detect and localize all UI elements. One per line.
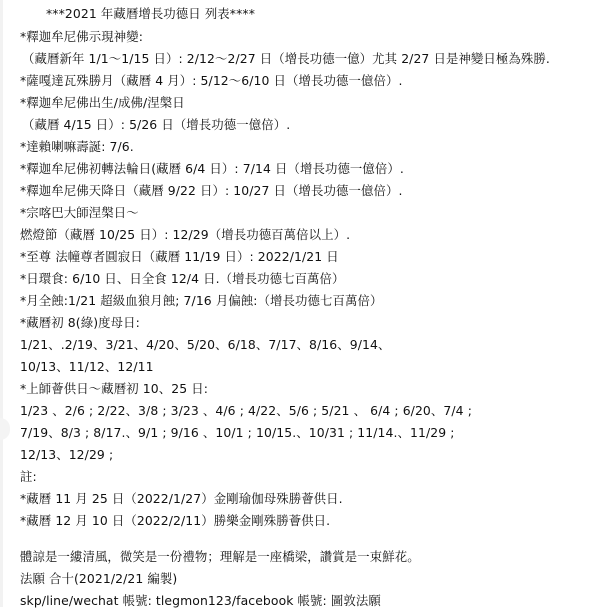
- scroll-handle[interactable]: [0, 418, 10, 440]
- text-line-7: *釋迦牟尼佛初轉法輪日(藏曆 6/4 日）: 7/14 日（增長功德一億倍）.: [20, 161, 404, 176]
- text-line-25: 體諒是一縷清風，微笑是一份禮物；理解是一座橋梁，讚賞是一束鮮花。: [20, 549, 420, 564]
- text-line-1: *釋迦牟尼佛示現神變:: [20, 29, 143, 44]
- text-line-22: *藏曆 11 月 25 日（2022/1/27）金剛瑜伽母殊勝薈供日.: [20, 491, 343, 506]
- text-line-15: 1/21、.2/19、3/21、4/20、5/20、6/18、7/17、8/16、9/14、: [20, 337, 391, 352]
- text-line-9: *宗喀巴大師涅槃日～: [20, 205, 139, 220]
- text-line-16: 10/13、11/12、12/11: [20, 359, 154, 374]
- text-line-13: *月全蝕:1/21 超級血狼月蝕; 7/16 月偏蝕:（增長功德七百萬倍）: [20, 293, 383, 308]
- text-line-2: （藏曆新年 1/1～1/15 日）: 2/12～2/27 日（增長功德一億）尤其 2/27 日是神變日極為殊勝.: [22, 51, 550, 66]
- text-line-18: 1/23 、2/6 ; 2/22、3/8 ; 3/23 、4/6 ; 4/22、5/6 ; 5/21 、 6/4 ; 6/20、7/4 ;: [20, 403, 472, 418]
- text-line-5: （藏曆 4/15 日）: 5/26 日（增長功德一億倍）.: [22, 117, 291, 132]
- text-line-4: *釋迦牟尼佛出生/成佛/涅槃日: [20, 95, 185, 110]
- text-line-6: *達賴喇嘛壽誕: 7/6.: [20, 139, 134, 154]
- text-line-21: 註:: [20, 469, 37, 484]
- text-line-26: 法願 合十(2021/2/21 編製): [20, 571, 178, 586]
- text-line-8: *釋迦牟尼佛天降日（藏曆 9/22 日）: 10/27 日（增長功德一億倍）.: [20, 183, 403, 198]
- text-line-17: *上師薈供日～藏曆初 10、25 日:: [20, 381, 208, 396]
- text-line-20: 12/13、12/29 ;: [20, 447, 114, 462]
- document-title: ***2021 年藏曆增長功德日 列表****: [46, 6, 255, 21]
- text-line-11: *至尊 法幢尊者圓寂日（藏曆 11/19 日）: 2022/1/21 日: [20, 249, 339, 264]
- text-line-14: *藏曆初 8(綠)度母日:: [20, 315, 140, 330]
- text-line-12: *日環食: 6/10 日、日全食 12/4 日.（增長功德七百萬倍）: [20, 271, 345, 286]
- text-line-27: skp/line/wechat 帳號: tlegmon123/facebook 帳號: 圖敦法願: [20, 593, 381, 608]
- text-line-3: *薩嘎達瓦殊勝月（藏曆 4 月）: 5/12～6/10 日（增長功德一億倍）.: [20, 73, 403, 88]
- text-line-10: 燃燈節（藏曆 10/25 日）: 12/29（增長功德百萬倍以上）.: [20, 227, 351, 242]
- text-line-19: 7/19、8/3 ; 8/17.、9/1 ; 9/16 、10/1 ; 10/15.、10/31 ; 11/14.、11/29 ;: [20, 425, 455, 440]
- text-line-23: *藏曆 12 月 10 日（2022/2/11）勝樂金剛殊勝薈供日.: [20, 513, 331, 528]
- left-edge-bar: [0, 0, 3, 607]
